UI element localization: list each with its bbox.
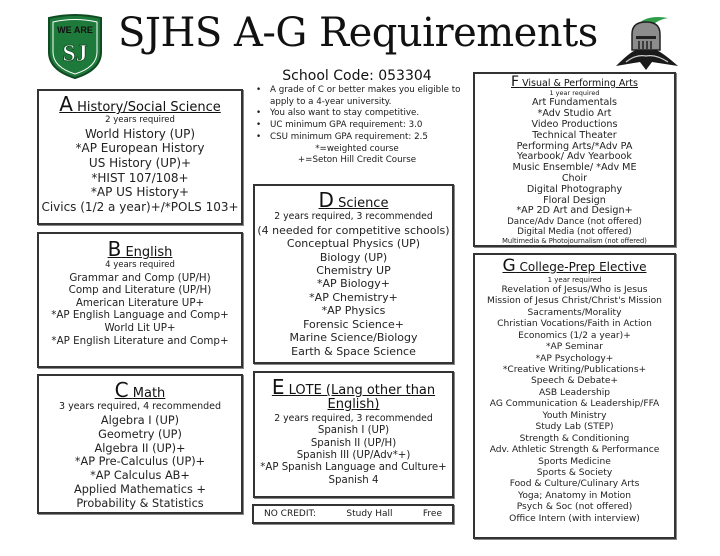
section-letter: E: [271, 375, 285, 399]
course-item: *AP Pre-Calculus (UP)+: [74, 455, 206, 469]
course-item: *AP Spanish Language and Culture+: [260, 462, 447, 474]
course-item: Study Lab (STEP): [535, 422, 614, 433]
bullet-item: • CSU minimum GPA requirement: 2.5: [250, 132, 464, 144]
course-item: Performing Arts/*Adv PA: [516, 140, 633, 152]
course-item: American Literature UP+: [75, 296, 205, 309]
legend-weighted: *=weighted course: [315, 143, 399, 154]
bullet-item: • UC minimum GPA requirement: 3.0: [250, 120, 464, 132]
course-item: Earth & Space Science: [291, 344, 416, 358]
course-item: Christian Vocations/Faith in Action: [497, 319, 652, 330]
section-letter: A: [59, 92, 73, 116]
course-item: Music Ensemble/ *Adv ME: [512, 162, 637, 174]
course-list: [255, 425, 452, 487]
section-d-science: [253, 184, 454, 364]
course-item: World History (UP): [84, 126, 196, 141]
course-item: Mission of Jesus Christ/Christ's Mission: [487, 296, 662, 307]
course-item: Psych & Soc (not offered): [516, 502, 633, 513]
course-list: [39, 272, 241, 347]
course-item: Conceptual Physics (UP): [286, 237, 421, 251]
course-item: Revelation of Jesus/Who is Jesus: [501, 284, 648, 295]
course-item: Digital Media (not offered): [517, 227, 632, 238]
course-list: [475, 285, 674, 526]
course-item: Yoga; Anatomy in Motion: [517, 490, 632, 501]
course-list: [255, 237, 452, 358]
course-list: [39, 127, 241, 215]
course-item: Grammar and Comp (UP/H): [69, 271, 211, 284]
course-item: Chemistry UP: [316, 264, 391, 278]
section-title: LOTE (Lang other than: [288, 383, 436, 398]
course-item: *AP Psychology+: [535, 353, 614, 364]
section-letter: G: [502, 256, 516, 276]
course-item: Algebra II (UP)+: [94, 441, 186, 455]
course-item: *Creative Writing/Publications+: [502, 364, 647, 375]
course-item: Spanish 4: [328, 474, 379, 486]
section-note: (4 needed for competitive schools): [257, 223, 450, 237]
section-requirement: 4 years required: [105, 260, 175, 271]
section-requirement: 2 years required, 3 recommended: [274, 412, 433, 424]
section-title: Science: [338, 196, 389, 211]
section-c-math: [37, 374, 243, 514]
course-item: ASB Leadership: [538, 387, 611, 398]
course-item: Marine Science/Biology: [289, 331, 418, 345]
course-item: Comp and Literature (UP/H): [68, 284, 212, 297]
page-title: SJHS A-G Requirements: [118, 10, 598, 56]
bullet-item: • A grade of C or better makes you eligible to apply to a 4-year university.: [250, 85, 464, 108]
course-item: Geometry (UP): [98, 427, 182, 441]
course-item: Yearbook/ Adv Yearbook: [517, 151, 632, 163]
course-item: Multimedia & Photojournalism (not offered): [502, 237, 647, 246]
course-item: Spanish I (UP): [317, 425, 390, 437]
course-item: US History (UP)+: [88, 156, 192, 171]
section-letter: F: [511, 74, 520, 90]
section-heading: [255, 189, 452, 211]
section-title: History/Social Science: [77, 100, 221, 115]
school-code: School Code: 053304: [282, 68, 432, 84]
course-item: Art Fundamentals: [531, 97, 618, 109]
course-item: Strength & Conditioning: [519, 433, 630, 444]
course-item: Applied Mathematics +: [74, 483, 206, 497]
section-requirement: 3 years required, 4 recommended: [59, 401, 221, 413]
course-item: Forensic Science+: [303, 317, 404, 331]
course-item: Biology (UP): [319, 250, 388, 264]
knight-helmet-icon: [606, 14, 686, 72]
no-credit-item: Study Hall: [346, 509, 393, 519]
section-requirement: 2 years required, 3 recommended: [274, 211, 433, 223]
course-item: *Adv Studio Art: [537, 108, 612, 120]
course-item: Spanish III (UP/Adv*+): [296, 450, 411, 462]
course-item: Dance/Adv Dance (not offered): [507, 217, 642, 228]
section-title-continued: English): [327, 397, 380, 413]
section-heading: [39, 93, 241, 115]
section-heading: [39, 379, 241, 401]
logo-text-top: WE ARE: [57, 25, 93, 35]
bullet-item: • You also want to stay competitive.: [250, 108, 464, 120]
course-item: *AP Chemistry+: [309, 290, 398, 304]
course-list-not-offered-small: [475, 237, 674, 246]
course-list-not-offered: [475, 217, 674, 237]
course-item: AG Communication & Leadership/FFA: [489, 399, 660, 410]
legend-seton-hill: +=Seton Hill Credit Course: [297, 155, 417, 166]
no-credit-label: NO CREDIT:: [264, 509, 317, 519]
info-block: [250, 68, 464, 167]
logo-text-main: SJ: [62, 41, 88, 67]
course-item: Choir: [561, 172, 588, 184]
course-item: *AP Seminar: [546, 342, 603, 353]
no-credit-bar: [252, 504, 454, 524]
section-title: Math: [132, 386, 166, 401]
section-e-lote: [253, 371, 454, 498]
course-item: Spanish II (UP/H): [310, 437, 397, 449]
course-item: Speech & Debate+: [530, 376, 619, 387]
course-item: Office Intern (with interview): [509, 513, 640, 524]
course-item: Sports & Society: [536, 468, 613, 479]
section-requirement: 1 year required: [547, 275, 602, 284]
course-item: *AP Biology+: [317, 277, 390, 291]
course-item: Youth Ministry: [542, 410, 607, 421]
course-item: *AP English Literature and Comp+: [51, 334, 229, 347]
course-item: *AP Physics: [321, 304, 386, 318]
section-g-elective: [473, 253, 676, 539]
section-heading: [475, 75, 674, 90]
course-item: *AP European History: [75, 141, 205, 156]
course-item: Economics (1/2 a year)+: [518, 330, 631, 341]
section-heading: [255, 376, 452, 398]
course-item: *AP Calculus AB+: [90, 469, 190, 483]
school-shield-logo-icon: [46, 14, 104, 80]
no-credit-item: Free: [422, 509, 442, 519]
section-letter: B: [107, 237, 122, 261]
section-heading: [39, 238, 241, 260]
section-letter: D: [318, 188, 334, 212]
course-list: [39, 414, 241, 510]
section-title: College-Prep Elective: [519, 260, 647, 274]
section-title: Visual & Performing Arts: [522, 78, 638, 89]
course-item: Digital Photography: [526, 183, 623, 195]
course-item: Video Productions: [531, 118, 618, 130]
course-item: *AP US History+: [90, 185, 190, 200]
course-item: Algebra I (UP): [100, 414, 180, 428]
course-item: Civics (1/2 a year)+/*POLS 103+: [41, 199, 239, 214]
course-item: Floral Design: [543, 194, 606, 206]
course-list: [475, 98, 674, 217]
course-item: Probability & Statistics: [76, 496, 204, 510]
course-item: *AP English Language and Comp+: [51, 309, 229, 322]
course-item: Sports Medicine: [538, 456, 611, 467]
course-item: Adv. Athletic Strength & Performance: [489, 445, 660, 456]
course-item: *HIST 107/108+: [91, 170, 189, 185]
section-f-arts: [473, 72, 676, 247]
section-a-history: [37, 89, 243, 225]
eligibility-bullets: [250, 85, 464, 144]
course-item: *AP 2D Art and Design+: [516, 205, 633, 217]
course-item: World Lit UP+: [104, 321, 176, 334]
section-title: English: [125, 245, 173, 260]
section-requirement: 2 years required: [105, 115, 175, 126]
section-letter: C: [114, 378, 129, 402]
section-b-english: [37, 232, 243, 368]
course-item: Sacraments/Morality: [527, 307, 622, 318]
section-requirement: 1 year required: [549, 89, 600, 98]
section-heading: [475, 257, 674, 276]
course-item: Technical Theater: [532, 129, 617, 141]
course-item: Food & Culture/Culinary Arts: [509, 479, 640, 490]
